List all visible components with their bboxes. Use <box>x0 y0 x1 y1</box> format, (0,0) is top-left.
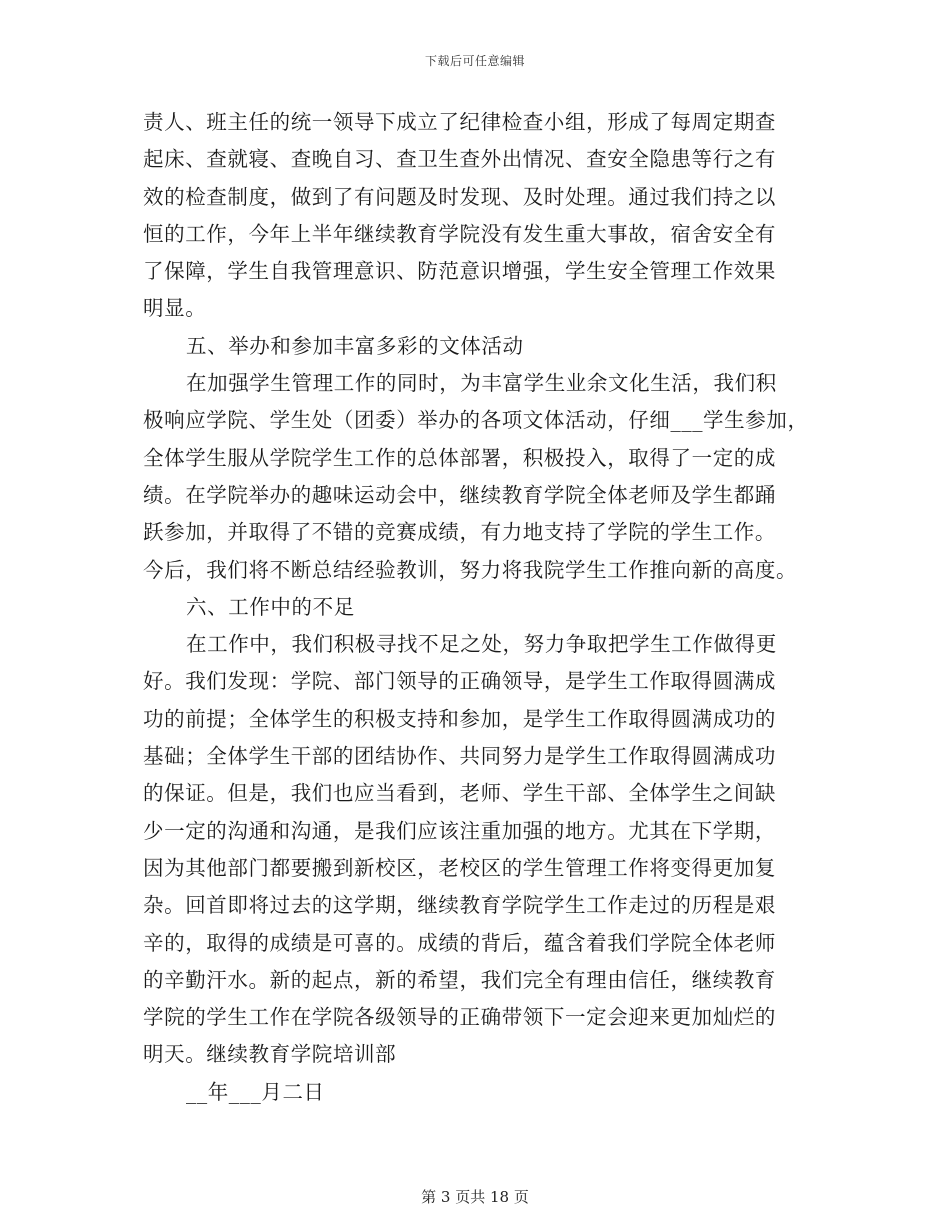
section-heading-five: 五、举办和参加丰富多彩的文体活动 <box>186 333 524 358</box>
body-line: 在加强学生管理工作的同时，为丰富学生业余文化生活，我们积 <box>186 371 777 396</box>
body-line: 在工作中，我们积极寻找不足之处，努力争取把学生工作做得更 <box>186 632 777 657</box>
body-line: 了保障，学生自我管理意识、防范意识增强，学生安全管理工作效果 <box>143 259 776 284</box>
body-line: 学院的学生工作在学院各级领导的正确带领下一定会迎来更加灿烂的 <box>143 1005 776 1030</box>
body-line: 辛的，取得的成绩是可喜的。成绩的背后，蕴含着我们学院全体老师 <box>143 930 776 955</box>
body-line: 效的检查制度，做到了有问题及时发现、及时处理。通过我们持之以 <box>143 184 776 209</box>
page-header: 下载后可任意编辑 <box>424 54 525 68</box>
body-line: 少一定的沟通和沟通，是我们应该注重加强的地方。尤其在下学期， <box>143 818 776 843</box>
body-line: 绩。在学院举办的趣味运动会中，继续教育学院全体老师及学生都踊 <box>143 482 776 507</box>
body-line: 因为其他部门都要搬到新校区，老校区的学生管理工作将变得更加复 <box>143 855 776 880</box>
body-line: 起床、查就寝、查晚自习、查卫生查外出情况、查安全隐患等行之有 <box>143 147 776 172</box>
body-line: 基础；全体学生干部的团结协作、共同努力是学生工作取得圆满成功 <box>143 744 776 769</box>
body-line: 好。我们发现：学院、部门领导的正确领导，是学生工作取得圆满成 <box>143 669 776 694</box>
body-line: 的保证。但是，我们也应当看到，老师、学生干部、全体学生之间缺 <box>143 781 776 806</box>
body-line: 明显。 <box>143 296 207 321</box>
body-line: 全体学生服从学院学生工作的总体部署，积极投入，取得了一定的成 <box>143 445 776 470</box>
date-line: __年___月二日 <box>186 1079 325 1104</box>
body-line: 责人、班主任的统一领导下成立了纪律检查小组，形成了每周定期查 <box>143 110 776 134</box>
signature-line: 明天。继续教育学院培训部 <box>143 1042 397 1067</box>
page-number-footer: 第 3 页共 18 页 <box>421 1188 529 1206</box>
body-line: 杂。回首即将过去的这学期，继续教育学院学生工作走过的历程是艰 <box>143 893 776 918</box>
body-line: 的辛勤汗水。新的起点，新的希望，我们完全有理由信任，继续教育 <box>143 967 776 992</box>
body-line: 功的前提；全体学生的积极支持和参加，是学生工作取得圆满成功的 <box>143 706 776 731</box>
body-line: 恒的工作，今年上半年继续教育学院没有发生重大事故，宿舍安全有 <box>143 221 776 246</box>
document-body <box>143 104 823 1111</box>
body-line: 跃参加，并取得了不错的竞赛成绩，有力地支持了学院的学生工作。 <box>143 520 776 545</box>
body-line: 今后，我们将不断总结经验教训，努力将我院学生工作推向新的高度。 <box>143 557 798 582</box>
body-line: 极响应学院、学生处（团委）举办的各项文体活动，仔细___学生参加， <box>143 408 809 433</box>
section-heading-six: 六、工作中的不足 <box>186 594 355 619</box>
